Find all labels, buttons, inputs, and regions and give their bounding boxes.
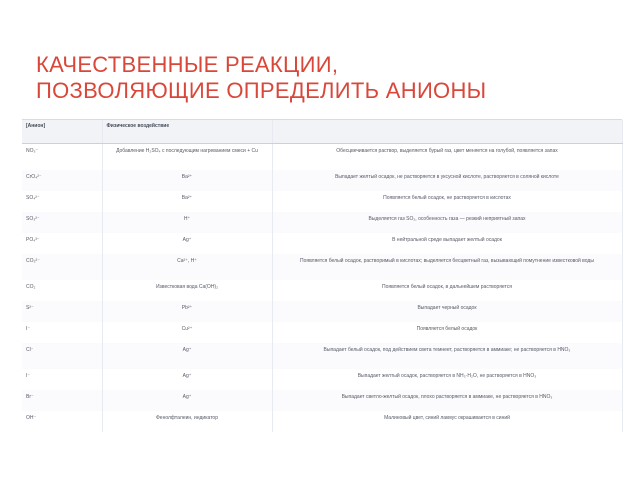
cell-result: Появляется белый осадок, в дальнейшем растворяется (272, 280, 622, 301)
table-row (22, 191, 622, 212)
cell-anion: CO₃²⁻ (22, 254, 102, 280)
cell-result: Обесцвечивается раствор, выделяется бурый газ, цвет меняется на голубой, появляется запах (272, 144, 622, 171)
table-row (22, 322, 622, 343)
anion-reactions-table (22, 119, 622, 421)
cell-anion: OH⁻ (22, 411, 102, 432)
slide-title (36, 52, 596, 104)
cell-result: Выпадает черный осадок (272, 301, 622, 322)
cell-action: H⁺ (102, 212, 272, 233)
table-row (22, 233, 622, 254)
header-anion: [Анион] (22, 120, 102, 144)
cell-anion: CO₂ (22, 280, 102, 301)
table-row (22, 369, 622, 390)
cell-action: Ag⁺ (102, 343, 272, 369)
table-row (22, 170, 622, 191)
cell-action: Ag⁺ (102, 369, 272, 390)
cell-anion: SO₃²⁻ (22, 212, 102, 233)
cell-action: Добавление H₂SO₄ с последующим нагреванием смеси + Cu (102, 144, 272, 171)
cell-result: Появляется белый осадок, не растворяется в кислотах (272, 191, 622, 212)
cell-anion: CrO₄²⁻ (22, 170, 102, 191)
cell-result: Появляется белый осадок (272, 322, 622, 343)
header-result (272, 120, 622, 144)
cell-result: Выпадает желтый осадок, растворяется в NH₃·H₂O, не растворяется в HNO₃ (272, 369, 622, 390)
cell-anion: SO₄²⁻ (22, 191, 102, 212)
cell-result: Выпадает белый осадок, под действием света темнеет, растворяется в аммиаке; не растворяется в HNO₃ (272, 343, 622, 369)
cell-result: Выпадает желтый осадок, не растворяется в уксусной кислоте, растворяется в соляной кислоте (272, 170, 622, 191)
cell-result: Появляется белый осадок, растворимый в кислотах; выделяется бесцветный газ, вызывающий помутнение известковой воды (272, 254, 622, 280)
cell-action: Ag⁺ (102, 390, 272, 411)
cell-action: Ag⁺ (102, 233, 272, 254)
cell-action: Ca²⁺, H⁺ (102, 254, 272, 280)
table-row (22, 301, 622, 322)
cell-result: Выделяется газ SO₂, особенность газа — резкий неприятный запах (272, 212, 622, 233)
cell-anion: Br⁻ (22, 390, 102, 411)
cell-action: Pb²⁺ (102, 301, 272, 322)
cell-action: Cu²⁺ (102, 322, 272, 343)
table-header-row (22, 120, 622, 144)
table-row (22, 144, 622, 171)
cell-action: Известковая вода Ca(OH)₂ (102, 280, 272, 301)
table-row (22, 390, 622, 411)
table-row (22, 343, 622, 369)
table-row (22, 254, 622, 280)
cell-anion: Cl⁻ (22, 343, 102, 369)
cell-result: В нейтральной среде выпадает желтый осадок (272, 233, 622, 254)
cell-anion: S²⁻ (22, 301, 102, 322)
title-line-2: ПОЗВОЛЯЮЩИЕ ОПРЕДЕЛИТЬ АНИОНЫ (36, 78, 487, 103)
cell-result: Малиновый цвет, синий лакмус окрашивается в синий (272, 411, 622, 432)
cell-result: Выпадает светло-желтый осадок, плохо растворяется в аммиаке, не растворяется в HNO₃ (272, 390, 622, 411)
cell-action: Ba²⁺ (102, 191, 272, 212)
title-line-1: КАЧЕСТВЕННЫЕ РЕАКЦИИ, (36, 52, 339, 77)
table-row (22, 411, 622, 432)
cell-anion: NO₃⁻ (22, 144, 102, 171)
table-row (22, 212, 622, 233)
cell-anion: PO₄³⁻ (22, 233, 102, 254)
cell-anion: I⁻ (22, 369, 102, 390)
table-row (22, 280, 622, 301)
cell-action: Ba²⁺ (102, 170, 272, 191)
cell-anion: I⁻ (22, 322, 102, 343)
header-action: Физическое воздействие (102, 120, 272, 144)
cell-action: Фенолфталеин, индикатор (102, 411, 272, 432)
